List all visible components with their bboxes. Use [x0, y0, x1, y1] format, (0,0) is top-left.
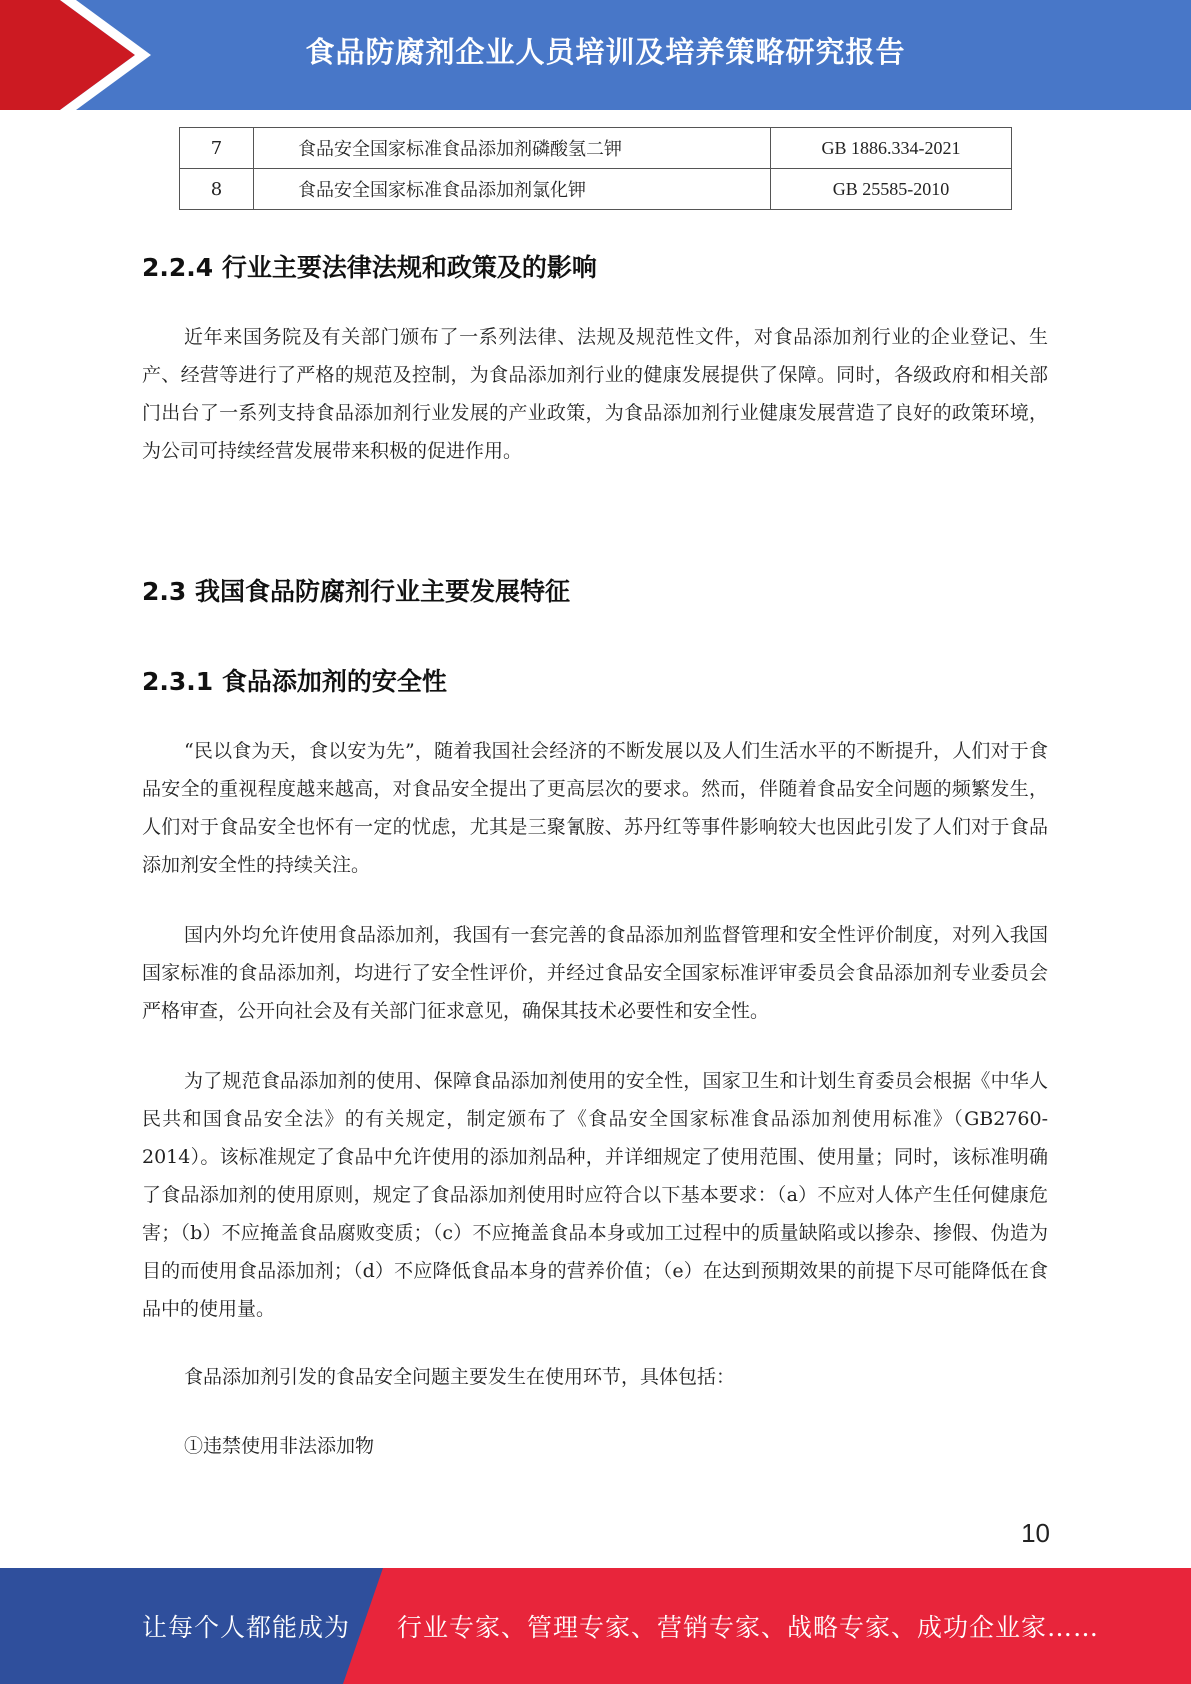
standard-code: GB 25585-2010	[771, 169, 1012, 210]
paragraph: 国内外均允许使用食品添加剂，我国有一套完善的食品添加剂监督管理和安全性评价制度，对列入我国国家标准的食品添加剂，均进行了安全性评价，并经过食品安全国家标准评审委员会食品添加剂专业委员会严格审查，公开向社会及有关部门征求意见，确保其技术必要性和安全性。	[142, 924, 1048, 1022]
standards-table	[179, 127, 1012, 210]
footer-slogan-right: 行业专家、管理专家、营销专家、战略专家、成功企业家……	[397, 1613, 1100, 1642]
standard-code: GB 1886.334-2021	[771, 128, 1012, 169]
report-title: 食品防腐剂企业人员培训及培养策略研究报告	[305, 34, 906, 69]
paragraph: 为了规范食品添加剂的使用、保障食品添加剂使用的安全性，国家卫生和计划生育委员会根据《中华人民共和国食品安全法》的有关规定，制定颁布了《食品安全国家标准食品添加剂使用标准》（GB2760-2014）。该标准规定了食品中允许使用的添加剂品种，并详细规定了使用范围、使用量；同时，该标准明确了食品添加剂的使用原则，规定了食品添加剂使用时应符合以下基本要求：（a）不应对人体产生任何健康危害；（b）不应掩盖食品腐败变质；（c）不应掩盖食品本身或加工过程中的质量缺陷或以掺杂、掺假、伪造为目的而使用食品添加剂；（d）不应降低食品本身的营养价值；（e）在达到预期效果的前提下尽可能降低在食品中的使用量。	[142, 1070, 1048, 1320]
row-number: 7	[180, 128, 254, 169]
standard-name: 食品安全国家标准食品添加剂氯化钾	[254, 169, 771, 210]
section-heading-2-2-4: 2.2.4 行业主要法律法规和政策及的影响	[142, 253, 597, 282]
table-row	[180, 169, 1012, 210]
page-footer	[0, 1568, 1191, 1684]
page-number: 10	[1021, 1518, 1050, 1548]
row-number: 8	[180, 169, 254, 210]
paragraph: 近年来国务院及有关部门颁布了一系列法律、法规及规范性文件，对食品添加剂行业的企业登记、生产、经营等进行了严格的规范及控制，为食品添加剂行业的健康发展提供了保障。同时，各级政府和相关部门出台了一系列支持食品添加剂行业发展的产业政策，为食品添加剂行业健康发展营造了良好的政策环境，为公司可持续经营发展带来积极的促进作用。	[142, 326, 1048, 462]
paragraph: 食品添加剂引发的食品安全问题主要发生在使用环节，具体包括：	[184, 1366, 736, 1388]
standard-name: 食品安全国家标准食品添加剂磷酸氢二钾	[254, 128, 771, 169]
paragraph: “民以食为天，食以安为先”，随着我国社会经济的不断发展以及人们生活水平的不断提升，人们对于食品安全的重视程度越来越高，对食品安全提出了更高层次的要求。然而，伴随着食品安全问题的频繁发生，人们对于食品安全也怀有一定的忧虑，尤其是三聚氰胺、苏丹红等事件影响较大也因此引发了人们对于食品添加剂安全性的持续关注。	[142, 740, 1048, 876]
list-item: ①违禁使用非法添加物	[184, 1435, 375, 1457]
section-heading-2-3: 2.3 我国食品防腐剂行业主要发展特征	[142, 577, 570, 606]
table-row	[180, 128, 1012, 169]
footer-slogan-left: 让每个人都能成为	[142, 1613, 351, 1642]
page-header	[0, 0, 1191, 110]
section-heading-2-3-1: 2.3.1 食品添加剂的安全性	[142, 667, 447, 696]
